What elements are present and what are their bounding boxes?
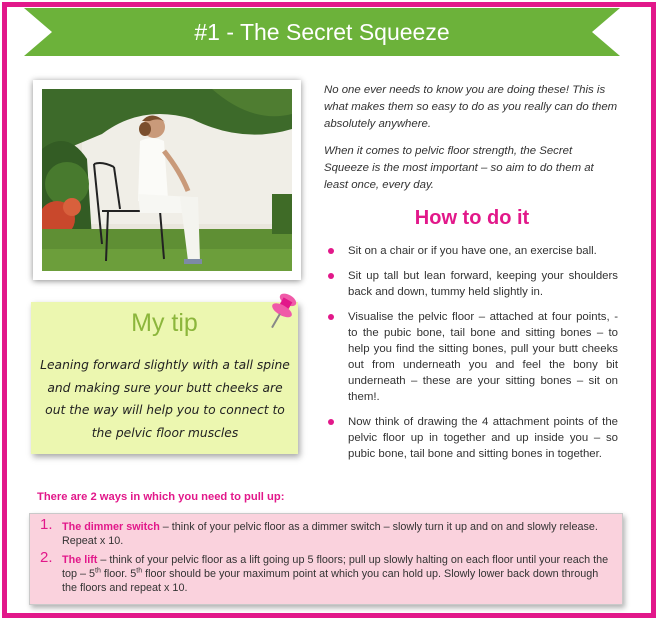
bullet-dot-icon [328,273,334,279]
page-title: #1 - The Secret Squeeze [194,19,450,45]
step-text: Visualise the pelvic floor – attached at four points, - to the pubic bone, tail bone and sitting bones – to help you find the sitting bones, pull your butt cheeks out from underneath you and feel the bony bit underneath – these are your sitting bones – sit on them!. [348,311,618,403]
way-item-lift [40,549,610,595]
tip-title: My tip [131,309,198,337]
ways-list [40,516,610,595]
way-title: The lift [62,554,98,566]
bullet-dot-icon [328,248,334,254]
title-banner [24,8,620,56]
bullet-dot-icon [328,419,334,425]
ordinal-suffix: th [136,567,143,575]
way-text: floor. 5 [100,568,137,580]
way-text: – think of your pelvic floor as a dimmer switch – slowly turn it up and on and slowly release. Repeat x 10. [62,521,598,547]
pushpin-icon [263,290,299,334]
intro-paragraph-1: No one ever needs to know you are doing these! This is what makes them so easy to do as you really can do them absolutely anywhere. [324,84,618,130]
bullet-dot-icon [328,314,334,320]
step-item [326,414,618,462]
tip-box [31,302,298,454]
ordinal-suffix: th [95,567,101,575]
way-text: – think of your pelvic floor as a lift going up 5 floors; pull up slowly halting on each floor until your reach the top – 5 [62,554,609,580]
how-to-heading: How to do it [414,207,530,229]
step-item [326,309,618,405]
step-text: Sit on a chair or if you have one, an exercise ball. [348,245,597,257]
step-text: Now think of drawing the 4 attachment points of the pelvic floor up in together and up inside you – so pubic bone, tail bone and sitting bones in together. [348,416,618,460]
way-title: The dimmer switch [62,521,160,533]
way-number: 1. [40,516,53,533]
intro-paragraph-2: When it comes to pelvic floor strength, the Secret Squeeze is the most important – so aim to do them at least once, every day. [324,145,594,191]
way-text: floor should be your maximum point at which you can hold up. Slowly lower back down through the floors and repeat x 10. [62,568,599,594]
way-item-dimmer-switch [40,516,610,548]
step-item [326,243,618,259]
ways-box [29,513,623,605]
way-number: 2. [40,549,53,566]
woman-sitting-on-chair-image [42,89,292,271]
exercise-photo [33,80,301,280]
ways-heading: There are 2 ways in which you need to pull up: [37,491,285,503]
step-text: Sit up tall but lean forward, keeping your shoulders back and down, tummy held slightly in. [348,270,618,298]
step-item [326,268,618,300]
intro-text [324,82,620,204]
steps-list [326,243,618,471]
tip-text: Leaning forward slightly with a tall spine and making sure your butt cheeks are out the way will help you to connect to the pelvic floor muscles [40,358,290,440]
